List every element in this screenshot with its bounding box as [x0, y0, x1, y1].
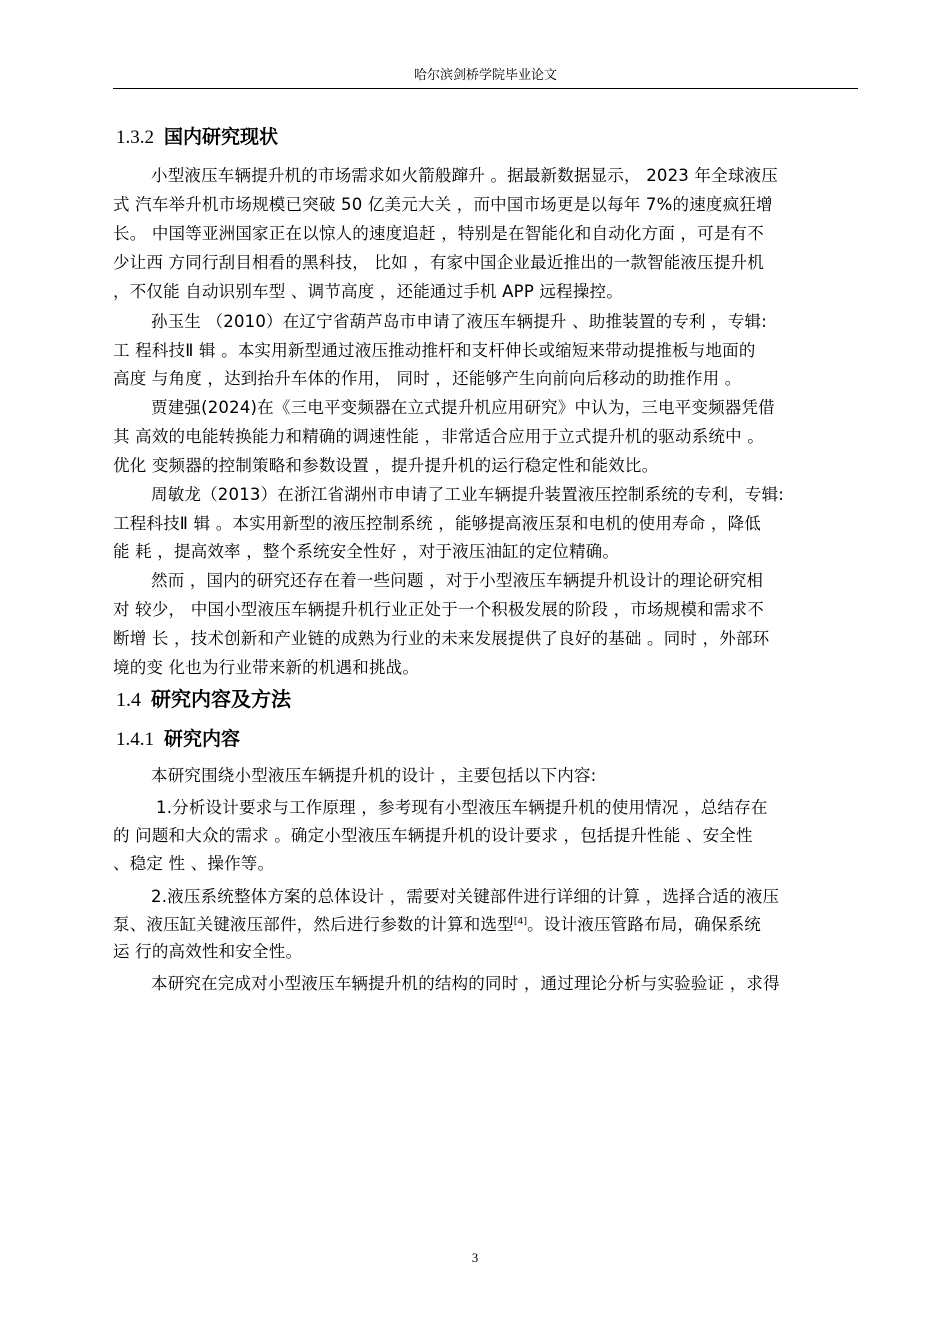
text-line: 式 汽车举升机市场规模已突破 50 亿美元大关 ，而中国市场更是以每年 7%的速度疯狂增	[113, 195, 773, 214]
heading-1-3-2	[116, 125, 278, 150]
section-number: 1.4.1	[116, 729, 154, 750]
text-line	[113, 914, 761, 936]
text-line: 工 程科技Ⅱ 辑 。本实用新型通过液压推动推杆和支杆伸长或缩短来带动提推板与地面的	[113, 341, 756, 360]
text-line: 小型液压车辆提升机的市场需求如火箭般蹿升 。据最新数据显示， 2023 年全球液压	[151, 166, 778, 185]
citation-ref[interactable]: [4]	[513, 917, 528, 927]
section-number: 1.3.2	[116, 127, 154, 148]
text-line: 工程科技Ⅱ 辑 。本实用新型的液压控制系统 ，能够提高液压泵和电机的使用寿命 ，降低	[113, 514, 762, 533]
page-number: 3	[471, 1250, 479, 1265]
text-line: 其 高效的电能转换能力和精确的调速性能 ，非常适合应用于立式提升机的驱动系统中 。	[113, 427, 764, 446]
text-line: 周敏龙（2013）在浙江省湖州市申请了工业车辆提升装置液压控制系统的专利，专辑:	[151, 485, 785, 504]
text-line: 1.分析设计要求与工作原理 ，参考现有小型液压车辆提升机的使用情况 ，总结存在	[156, 798, 768, 817]
text-line: 的 问题和大众的需求 。确定小型液压车辆提升机的设计要求 ，包括提升性能 、安全性	[113, 826, 753, 845]
text-line: 长。 中国等亚洲国家正在以惊人的速度追赶 ，特别是在智能化和自动化方面 ，可是有不	[113, 224, 764, 243]
header-rule	[113, 88, 858, 89]
text-line: 能 耗 ，提高效率 ，整个系统安全性好 ，对于液压油缸的定位精确。	[113, 542, 620, 561]
text-line: 贾建强(2024)在《三电平变频器在立式提升机应用研究》中认为，三电平变频器凭借	[151, 398, 775, 417]
section-title: 研究内容	[164, 728, 241, 750]
text-span: 。设计液压管路布局，确保系统	[527, 915, 761, 934]
text-line: 境的变 化也为行业带来新的机遇和挑战。	[113, 658, 420, 677]
text-line: 少让西 方同行刮目相看的黑科技， 比如 ，有家中国企业最近推出的一款智能液压提升机	[113, 253, 764, 272]
text-line: 本研究在完成对小型液压车辆提升机的结构的同时 ，通过理论分析与实验验证 ，求得	[151, 974, 780, 993]
section-title: 国内研究现状	[164, 126, 279, 148]
text-line: 断增 长 ，技术创新和产业链的成熟为行业的未来发展提供了良好的基础 。同时 ，外部环	[113, 629, 770, 648]
text-line: 优化 变频器的控制策略和参数设置 ，提升提升机的运行稳定性和能效比。	[113, 456, 659, 475]
text-line: 本研究围绕小型液压车辆提升机的设计 ，主要包括以下内容:	[151, 766, 597, 785]
heading-1-4-1	[116, 727, 240, 752]
text-span: 泵、液压缸关键液压部件，然后进行参数的计算和选型	[113, 915, 514, 934]
text-line: 高度 与角度 ，达到抬升车体的作用， 同时 ，还能够产生向前向后移动的助推作用 。	[113, 369, 742, 388]
text-line: 2.液压系统整体方案的总体设计 ，需要对关键部件进行详细的计算 ，选择合适的液压	[151, 887, 780, 906]
text-line: 然而 ，国内的研究还存在着一些问题 ，对于小型液压车辆提升机设计的理论研究相	[151, 571, 764, 590]
text-line: ，不仅能 自动识别车型 、调节高度 ，还能通过手机 APP 远程操控。	[113, 282, 623, 301]
heading-1-4	[116, 686, 291, 713]
section-title: 研究内容及方法	[151, 687, 291, 711]
text-line: 孙玉生 （2010）在辽宁省葫芦岛市申请了液压车辆提升 、助推装置的专利 ，专辑:	[151, 312, 767, 331]
section-number: 1.4	[116, 689, 141, 711]
running-header: 哈尔滨剑桥学院毕业论文	[413, 68, 557, 83]
text-line: 对 较少， 中国小型液压车辆提升机行业正处于一个积极发展的阶段 ，市场规模和需求不	[113, 600, 764, 619]
text-line: 、稳定 性 、操作等。	[113, 854, 275, 873]
text-line: 运 行的高效性和安全性。	[113, 942, 303, 961]
